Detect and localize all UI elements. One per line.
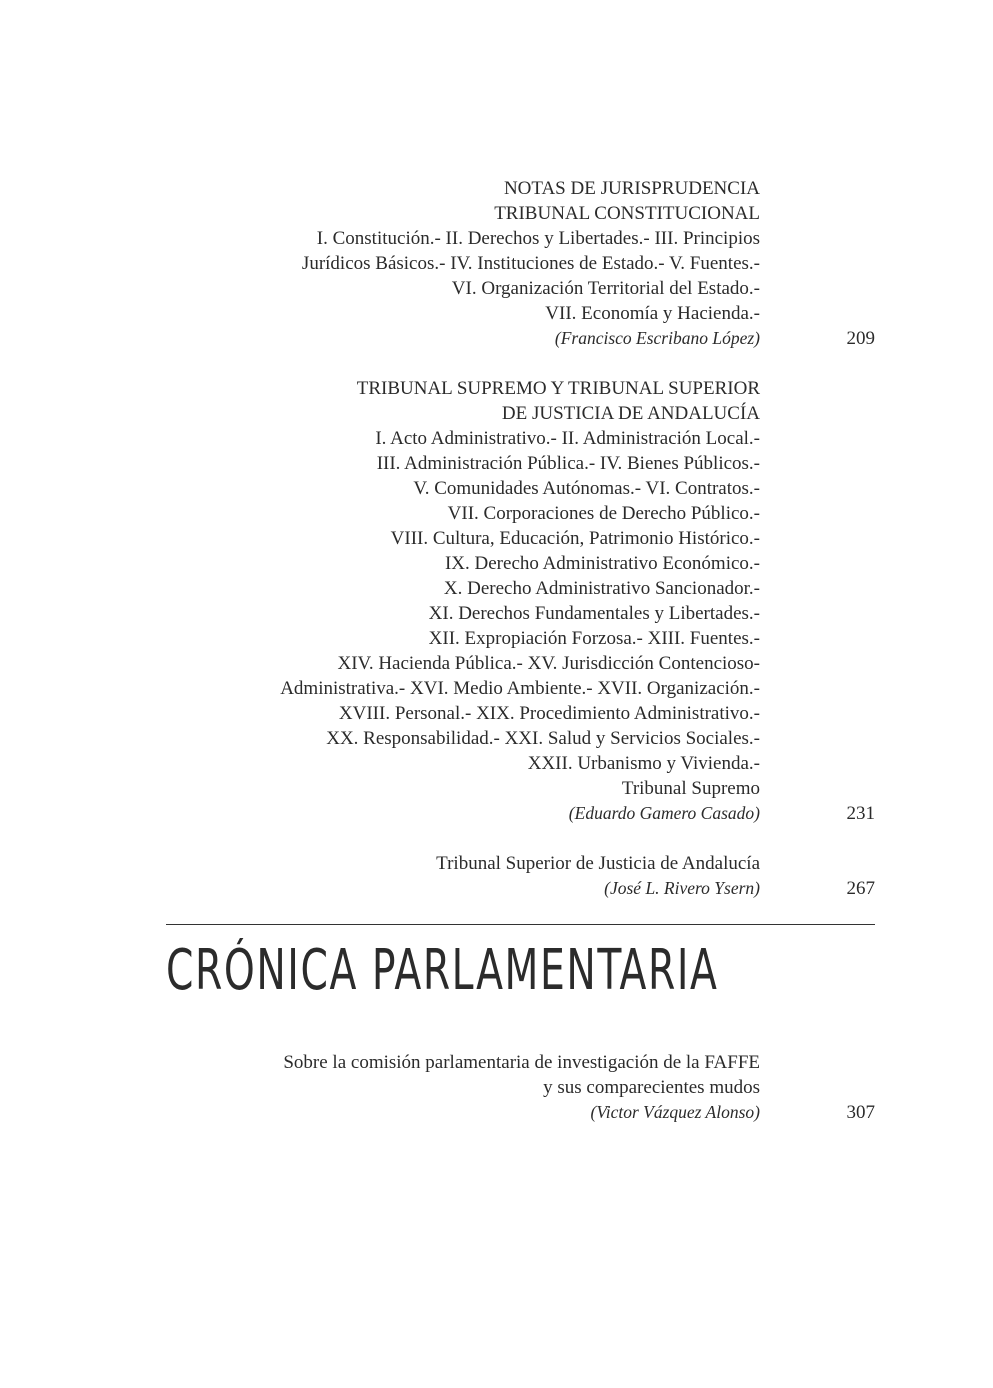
topic-line: IX. Derecho Administrativo Económico.- bbox=[444, 553, 760, 574]
heading-line: TRIBUNAL CONSTITUCIONAL bbox=[494, 203, 760, 224]
topic-line: X. Derecho Administrativo Sancionador.- bbox=[443, 578, 760, 599]
heading-line: DE JUSTICIA DE ANDALUCÍA bbox=[501, 403, 760, 424]
topic-line: I. Constitución.- II. Derechos y Libertades.- III. Principios bbox=[316, 228, 760, 249]
section-divider bbox=[166, 924, 875, 925]
entry-title-line: Sobre la comisión parlamentaria de investigación de la FAFFE bbox=[283, 1052, 760, 1073]
toc-entry-cronica bbox=[160, 1050, 760, 1125]
topic-line: III. Administración Pública.- IV. Bienes Públicos.- bbox=[376, 453, 760, 474]
author: (Francisco Escribano López) bbox=[554, 328, 760, 348]
toc-entry-tribunal-constitucional bbox=[160, 176, 760, 351]
topic-line: Jurídicos Básicos.- IV. Instituciones de Estado.- V. Fuentes.- bbox=[301, 253, 760, 274]
heading-line: TRIBUNAL SUPREMO Y TRIBUNAL SUPERIOR bbox=[356, 378, 760, 399]
topic-line: V. Comunidades Autónomas.- VI. Contratos.- bbox=[413, 478, 760, 499]
topic-line: XXII. Urbanismo y Vivienda.- bbox=[527, 753, 760, 774]
author: (Victor Vázquez Alonso) bbox=[590, 1102, 760, 1122]
toc-entry-tsja bbox=[160, 851, 760, 901]
topic-line: XX. Responsabilidad.- XXI. Salud y Servicios Sociales.- bbox=[326, 728, 760, 749]
topic-line: VI. Organización Territorial del Estado.- bbox=[451, 278, 760, 299]
topic-line: I. Acto Administrativo.- II. Administración Local.- bbox=[375, 428, 760, 449]
page-number: 307 bbox=[846, 1102, 875, 1123]
author: (Eduardo Gamero Casado) bbox=[568, 803, 760, 823]
topic-line: VII. Corporaciones de Derecho Público.- bbox=[447, 503, 760, 524]
topic-line: VIII. Cultura, Educación, Patrimonio Histórico.- bbox=[390, 528, 760, 549]
section-title: CRÓNICA PARLAMENTARIA bbox=[166, 938, 719, 1003]
page-number: 267 bbox=[846, 878, 875, 899]
entry-title: Tribunal Superior de Justicia de Andalucía bbox=[436, 853, 760, 874]
toc-entry-tribunal-supremo bbox=[160, 376, 760, 826]
topic-line: XIV. Hacienda Pública.- XV. Jurisdicción Contencioso- bbox=[337, 653, 760, 674]
topic-line: XI. Derechos Fundamentales y Libertades.- bbox=[428, 603, 760, 624]
topic-line: Administrativa.- XVI. Medio Ambiente.- XVII. Organización.- bbox=[280, 678, 760, 699]
topic-line: XII. Expropiación Forzosa.- XIII. Fuentes.- bbox=[428, 628, 760, 649]
author: (José L. Rivero Ysern) bbox=[604, 878, 760, 898]
page-number: 231 bbox=[846, 803, 875, 824]
heading-line: NOTAS DE JURISPRUDENCIA bbox=[503, 178, 760, 199]
topic-line: VII. Economía y Hacienda.- bbox=[545, 303, 760, 324]
page-number: 209 bbox=[846, 328, 875, 349]
topic-line: XVIII. Personal.- XIX. Procedimiento Administrativo.- bbox=[338, 703, 760, 724]
entry-title-line: y sus comparecientes mudos bbox=[543, 1077, 760, 1098]
topic-line: Tribunal Supremo bbox=[621, 778, 760, 799]
